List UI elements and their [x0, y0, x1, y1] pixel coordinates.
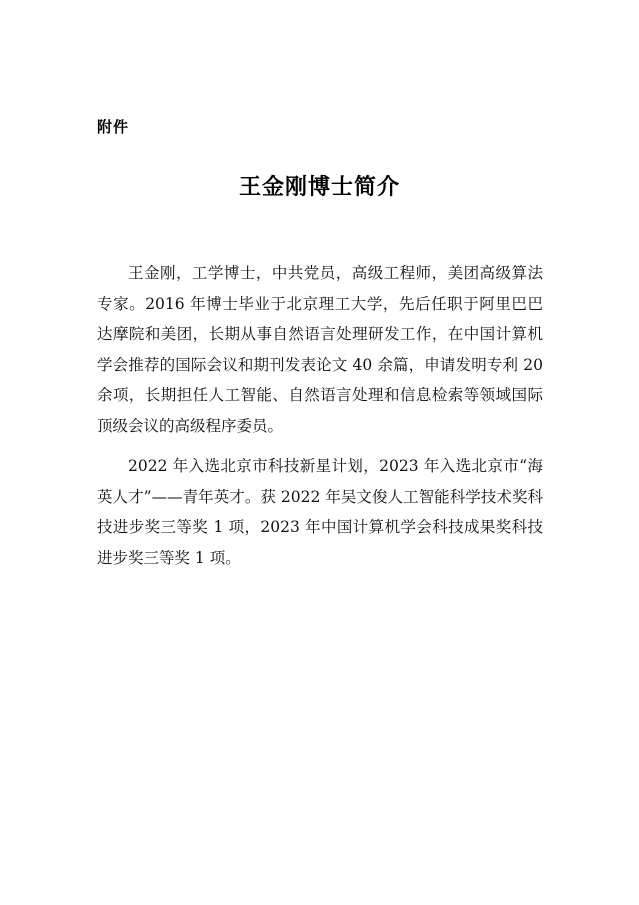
page-title: 王金刚博士简介 [238, 175, 400, 200]
biography-paragraph: 王金刚，工学博士，中共党员，高级工程师，美团高级算法专家。2016 年博士毕业于北京理工大学，先后任职于阿里巴巴达摩院和美团，长期从事自然语言处理研发工作，在中国计算机学会推荐的国际会议和期刊发表论文 40 余篇，申请发明专利 20 余项，长期担任人工智能、自然语言处理和信息检索等领域国际顶级会议的高级程序委员。 [97, 264, 543, 435]
attachment-label: 附件 [97, 118, 130, 136]
awards-paragraph: 2022 年入选北京市科技新星计划，2023 年入选北京市“海英人才”——青年英才。获 2022 年吴文俊人工智能科学技术奖科技进步奖三等奖 1 项，2023 年中国计算机学会科技成果奖科技进步奖三等奖 1 项。 [97, 457, 543, 567]
